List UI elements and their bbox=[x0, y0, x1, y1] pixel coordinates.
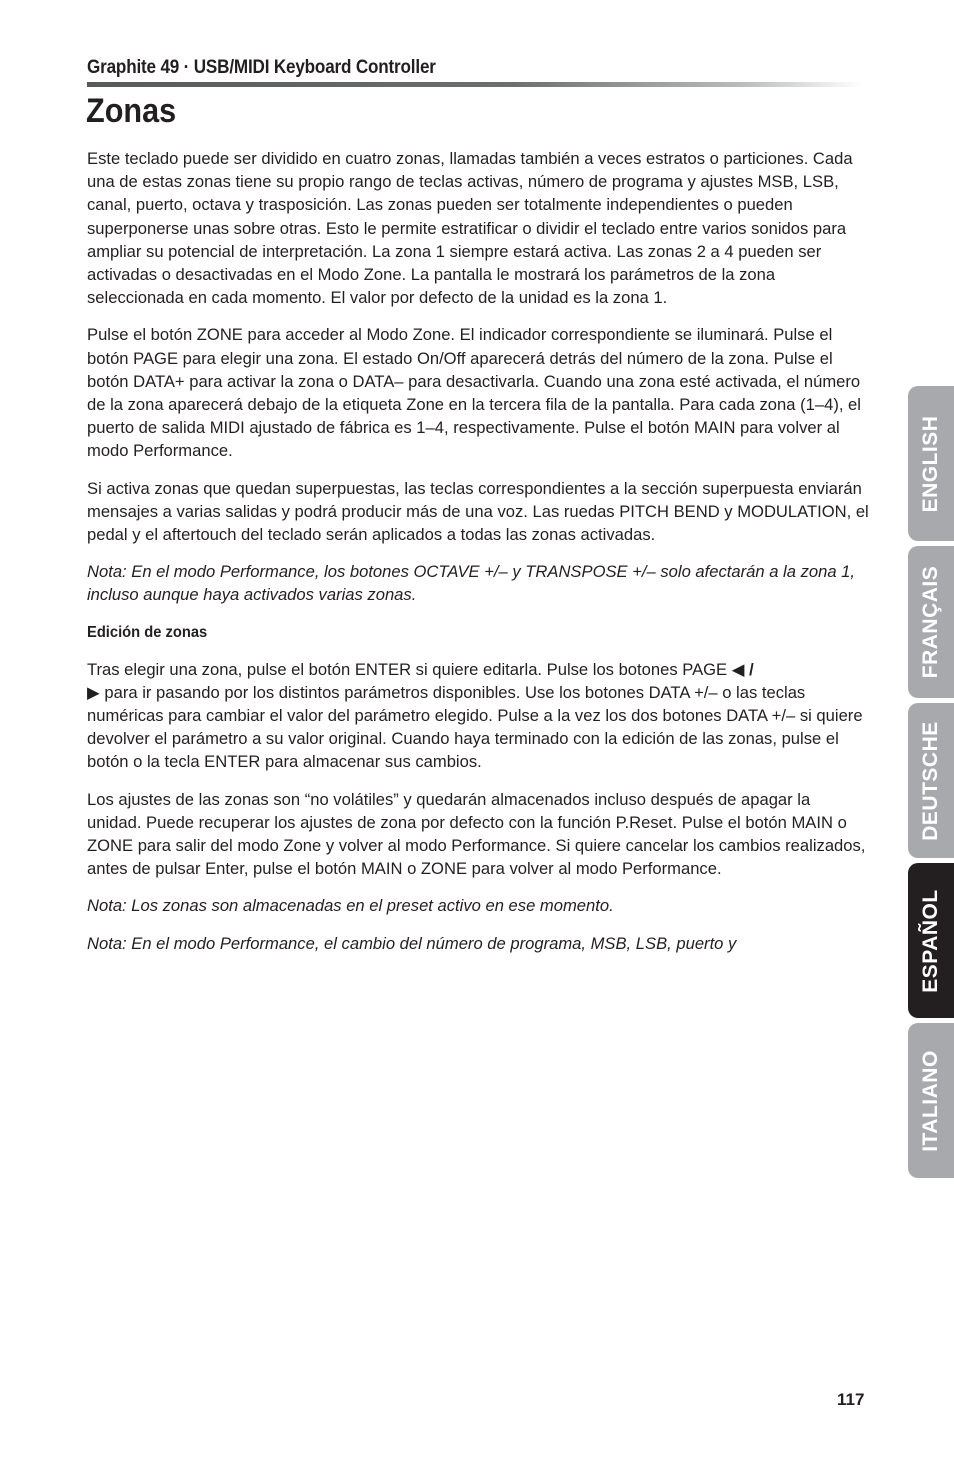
header-rule bbox=[87, 82, 862, 87]
editing-text-end: para ir pasando por los distintos parámetros disponibles. Use los botones DATA +/– o las teclas numéricas para cambiar el valor del parámetro elegido. Pulse a la vez los dos botones DATA +/– si quiere devolver el parámetro a su valor original. Cuando haya terminado con la edición de las zonas, pulse el botón o la tecla ENTER para almacenar sus cambios. bbox=[87, 682, 863, 772]
paragraph-zone-mode: Pulse el botón ZONE para acceder al Modo Zone. El indicador correspondiente se iluminará. Pulse el botón PAGE para elegir una zona. El estado On/Off aparecerá detrás del número de la zona. Pulse el botón DATA+ para activar la zona o DATA– para desactivarla. Cuando una zona esté activada, el número de la zona aparecerá debajo de la etiqueta Zone en la tercera fila de la pantalla. Para cada zona (1–4), el puerto de salida MIDI ajustado de fábrica es 1–4, respectivamente. Pulse el botón MAIN para volver al modo Performance. bbox=[87, 325, 861, 461]
tab-italiano[interactable] bbox=[908, 1023, 954, 1178]
tab-deutsche-label: DEUTSCHE bbox=[919, 720, 942, 841]
subheading-zone-editing: Edición de zonas bbox=[87, 623, 208, 641]
page-right-arrow-icon: ▶ bbox=[87, 682, 100, 702]
note-octave-transpose: Nota: En el modo Performance, los botones OCTAVE +/– y TRANSPOSE +/– solo afectarán a la zona 1, incluso aunque haya activados varias zonas. bbox=[87, 562, 856, 605]
note-performance-mode: Nota: En el modo Performance, el cambio del número de programa, MSB, LSB, puerto y bbox=[87, 933, 737, 953]
main-content bbox=[87, 147, 869, 969]
tab-espanol-label: ESPAÑOL bbox=[919, 888, 942, 993]
tab-francais[interactable] bbox=[908, 546, 954, 698]
page-number: 117 bbox=[837, 1390, 865, 1409]
tab-francais-label: FRANÇAIS bbox=[919, 565, 942, 679]
page-left-arrow-icon: ◀ bbox=[731, 659, 745, 679]
tab-english[interactable] bbox=[908, 386, 954, 541]
editing-text-start: Tras elegir una zona, pulse el botón ENTER si quiere editarla. Pulse los botones PAGE bbox=[87, 659, 728, 679]
page-title: Zonas bbox=[86, 92, 177, 130]
paragraph-overlap: Si activa zonas que quedan superpuestas, las teclas correspondientes a la sección superpuesta enviarán mensajes a varias salidas y podrá producir más de una voz. Las ruedas PITCH BEND y MODULATION, el pedal y el aftertouch del teclado serán aplicados a todas las zonas activadas. bbox=[87, 478, 869, 545]
tab-english-label: ENGLISH bbox=[919, 415, 942, 512]
paragraph-editing bbox=[87, 658, 869, 774]
paragraph-intro: Este teclado puede ser dividido en cuatro zonas, llamadas también a veces estratos o particiones. Cada una de estas zonas tiene su propio rango de teclas activas, número de programa y ajustes MSB, LSB, canal, puerto, octava y trasposición. Las zonas pueden ser totalmente independientes o pueden superponerse unas sobre otras. Esto le permite estratificar o dividir el teclado entre varios sonidos para ampliar su potencial de interpretación. La zona 1 siempre estará activa. Las zonas 2 a 4 pueden ser activadas o desactivadas en el Modo Zone. La pantalla le mostrará los parámetros de la zona seleccionada en cada momento. El valor por defecto de la unidad es la zona 1. bbox=[87, 149, 853, 308]
note-preset-storage: Nota: Los zonas son almacenadas en el preset activo en ese momento. bbox=[87, 896, 614, 916]
header-title: Graphite 49 · USB/MIDI Keyboard Controller bbox=[87, 57, 436, 78]
paragraph-non-volatile: Los ajustes de las zonas son “no volátiles” y quedarán almacenados incluso después de apagar la unidad. Puede recuperar los ajustes de zona por defecto con la función P.Reset. Pulse el botón MAIN o ZONE para salir del modo Zone y volver al modo Performance. Si quiere cancelar los cambios realizados, antes de pulsar Enter, pulse el botón MAIN o ZONE para volver al modo Performance. bbox=[87, 789, 866, 879]
tab-espanol[interactable] bbox=[908, 863, 954, 1018]
arrow-separator: / bbox=[749, 659, 754, 679]
tab-italiano-label: ITALIANO bbox=[919, 1049, 942, 1152]
tab-deutsche[interactable] bbox=[908, 703, 954, 858]
